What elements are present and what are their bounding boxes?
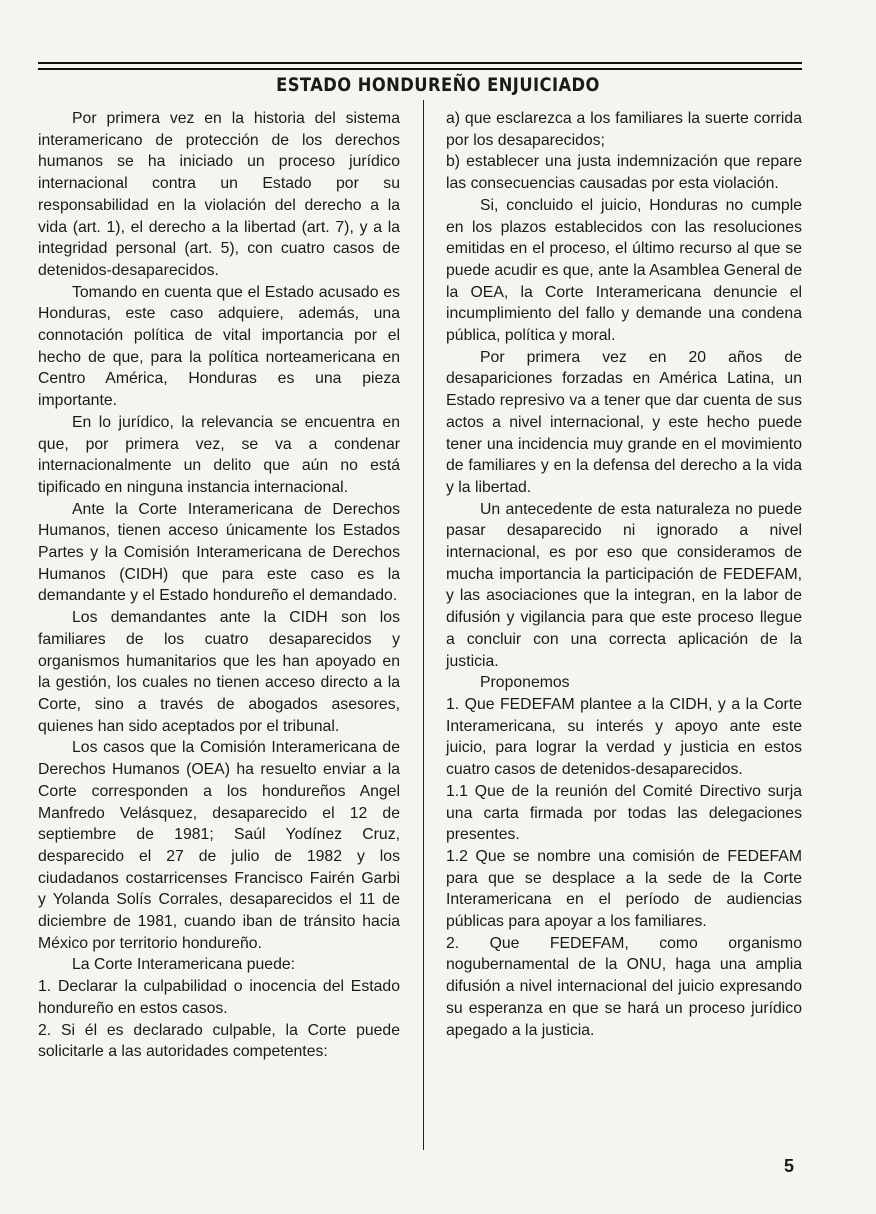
paragraph: Los casos que la Comisión Interamericana de Derechos Humanos (OEA) ha resuelto enviar a la Corte corresponden a los hondureños Angel Manfredo Velásquez, desaparecido el 12 de septiembre de 1981; Saúl Yodínez Cruz, desparecido el 27 de julio de 1982 y los ciudadanos costarricenses Francisco Fairén Garbi y Yolanda Solís Corrales, desaparecidos el 11 de diciembre de 1981, cuando iban de tránsito hacia México por territorio hondureño. xyxy=(38,739,400,952)
list-item: 1.1 Que de la reunión del Comité Directivo surja una carta firmada por todas las delegaciones presentes. xyxy=(446,782,802,844)
paragraph: Tomando en cuenta que el Estado acusado es Honduras, este caso adquiere, además, una connotación política de vital importancia por el hecho de que, para la política norteamericana en Centro América, Honduras es una pieza importante. xyxy=(38,283,400,410)
list-item: 2. Que FEDEFAM, como organismo nogubernamental de la ONU, haga una amplia difusión a nivel internacional del juicio expresando su esperanza en que se hará un proceso jurídico apegado a la justicia. xyxy=(446,934,802,1039)
list-item: 1. Declarar la culpabilidad o inocencia del Estado hondureño en estos casos. xyxy=(38,978,400,1017)
paragraph: La Corte Interamericana puede: xyxy=(72,956,296,974)
column-divider xyxy=(423,100,424,1150)
list-item: a) que esclarezca a los familiares la suerte corrida por los desaparecidos; xyxy=(446,110,802,149)
page-number: 5 xyxy=(784,1156,795,1176)
paragraph: Por primera vez en la historia del sistema interamericano de protección de los derechos humanos se ha iniciado un proceso jurídico internacional contra un Estado por su responsabilidad en la violación del derecho a la vida (art. 1), el derecho a la libertad (art. 7), y a la integridad personal (art. 5), con cuatro casos de detenidos-desaparecidos. xyxy=(38,110,400,279)
top-rule-second xyxy=(38,68,802,70)
paragraph: Si, concluido el juicio, Honduras no cumple en los plazos establecidos con las resoluciones emitidas en el proceso, el último recurso al que se puede acudir es que, ante la Asamblea General de la OEA, la Corte Interamericana denuncie el incumplimiento del fallo y demande una condena pública, política y moral. xyxy=(446,196,802,345)
right-column xyxy=(446,108,802,1041)
proposals-heading: Proponemos xyxy=(480,674,570,692)
list-item: 2. Si él es declarado culpable, la Corte puede solicitarle a las autoridades competentes: xyxy=(38,1021,400,1061)
left-column xyxy=(38,108,400,1063)
list-item: 1. Que FEDEFAM plantee a la CIDH, y a la Corte Interamericana, su interés y apoyo ante este juicio, para lograr la verdad y justicia en estos cuatro casos de detenidos-desaparecidos. xyxy=(446,695,802,779)
list-item: b) establecer una justa indemnización que repare las consecuencias causadas por esta violación. xyxy=(446,153,802,193)
paragraph: En lo jurídico, la relevancia se encuentra en que, por primera vez, se va a condenar internacionalmente un delito que aún no está tipificado en ninguna instancia internacional. xyxy=(38,413,400,496)
article-title: ESTADO HONDUREÑO ENJUICIADO xyxy=(276,74,600,96)
paragraph: Los demandantes ante la CIDH son los familiares de los cuatro desaparecidos y organismos humanitarios que les han apoyado en la gestión, los cuales no tienen acceso directo a la Corte, sino a través de abogados asesores, quienes han sido aceptados por el tribunal. xyxy=(38,609,400,735)
paragraph: Un antecedente de esta naturaleza no puede pasar desaparecido ni ignorado a nivel internacional, es por eso que consideramos de mucha importancia la participación de FEDEFAM, y las asociaciones que la integran, en la labor de difusión y vigilancia para que este proceso llegue a concluir con una correcta aplicación de la justicia. xyxy=(446,500,802,670)
paragraph: Por primera vez en 20 años de desapariciones forzadas en América Latina, un Estado represivo va a tener que dar cuenta de sus actos a nivel internacional, y este hecho puede tener una incidencia muy grande en el movimiento de familiares y en la defensa del derecho a la vida y la libertad. xyxy=(446,348,802,496)
list-item: 1.2 Que se nombre una comisión de FEDEFAM para que se desplace a la sede de la Corte Interamericana en el período de audiencias públicas para apoyar a los familiares. xyxy=(446,847,802,931)
top-rule xyxy=(38,62,802,64)
paragraph: Ante la Corte Interamericana de Derechos Humanos, tienen acceso únicamente los Estados Partes y la Comisión Interamericana de Derechos Humanos (CIDH) que para este caso es la demandante y el Estado hondureño el demandado. xyxy=(38,500,400,605)
